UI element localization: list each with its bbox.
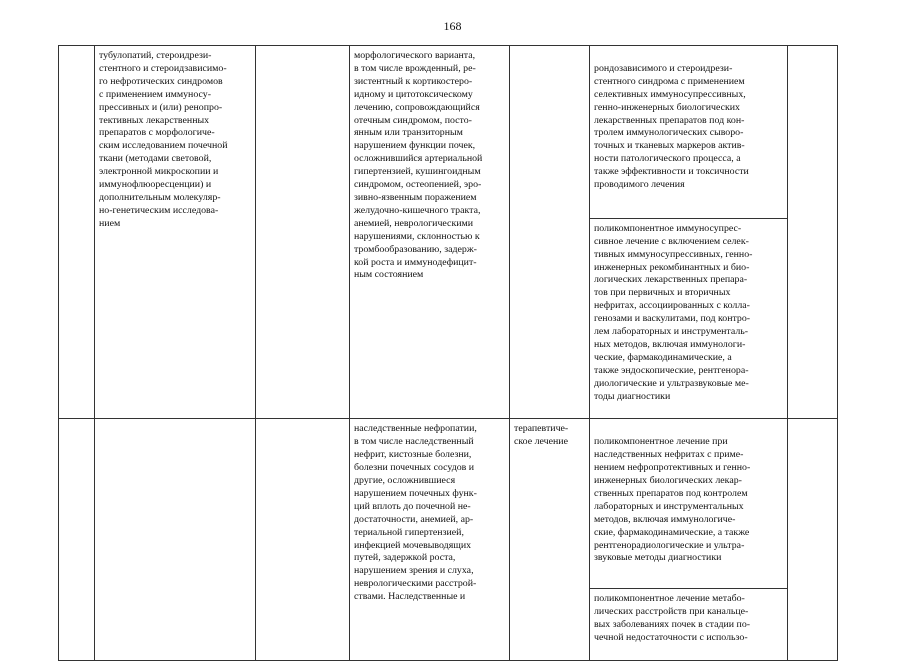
page-number: 168 [443, 19, 462, 33]
cell-number [59, 419, 95, 660]
cell-standard [788, 419, 838, 660]
cell-treatment-type: терапевтиче- ское лечение [510, 419, 590, 660]
table-row [59, 419, 838, 660]
cell-patient-model: наследственные нефропатии, в том числе наследственный нефрит, кистозные болезни, болезни почечных сосудов и другие, осложнившиеся нарушением почечных функ- ций вплоть до почечной не- достаточности, анемией, ар- териальной гипертензией, инфекцией мочевыводящих путей, задержкой роста, нарушением зрения и слуха, неврологическими расстрой- ствами. Наследственные и [350, 419, 510, 660]
method-entry: рондозависимого и стероидрези- стентного синдрома с применением селективных иммуносупрессивных, генно-инженерных биологических лекарственных препаратов под кон- тролем иммунологических сыворо- точных и тканевых маркеров актив- ности патологического процесса, а также эффективности и токсичности проводимого лечения [594, 62, 749, 191]
method-entry: поликомпонентное иммуносупрес- сивное лечение с включением селек- тивных иммуносупрессивных, генно- инженерных рекомбинантных и био- логических лекарственных препара- тов при первичных и вторичных нефритах, ассоциированных с колла- генозами и васкулитами, под контро- лем лабораторных и инструменталь- ных методов, включая иммунологи- ческие, фармакодинамические, а также эндоскопические, рентгенора- диологические и ультразвуковые ме- тоды диагностики [590, 218, 787, 406]
table-row [59, 46, 838, 419]
cell-patient-model: морфологического варианта, в том числе врожденный, ре- зистентный к кортикостеро- идному и цитотоксическому лечению, сопровождающийся отечным синдромом, посто- янным или транзиторным нарушением функции почек, осложнившийся артериальной гипертензией, кушингоидным синдромом, остеопенией, эро- зивно-язвенным поражением желудочно-кишечного тракта, анемией, неврологическими нарушениями, склонностью к тромбообразованию, задерж- кой роста и иммунодефицит- ным состоянием [350, 46, 510, 419]
cell-number [59, 46, 95, 419]
cell-treatment-method [590, 46, 788, 419]
method-entry: поликомпонентное лечение метабо- лических расстройств при канальце- вых заболеваниях почек в стадии по- чечной недостаточности с использо- [590, 588, 787, 647]
cell-treatment-name [95, 419, 256, 660]
cell-standard [788, 46, 838, 419]
cell-code [256, 46, 350, 419]
cell-treatment-method [590, 419, 788, 660]
cell-treatment-type [510, 46, 590, 419]
method-entry: поликомпонентное лечение при наследственных нефритах с приме- нением нефропротективных и генно- инженерных биологических лекар- ственных препаратов под контролем лабораторных и инструментальных методов, включая иммунологиче- ские, фармакодинамические, а также рентгенорадиологические и ультра- звуковые методы диагностики [594, 436, 751, 564]
medical-care-table [58, 45, 838, 661]
cell-treatment-name: тубулопатий, стероидрези- стентного и стероидзависимо- го нефротических синдромов с применением иммуносу- прессивных и (или) ренопро- тективных лекарственных препаратов с морфологиче- ским исследованием почечной ткани (методами световой, электронной микроскопии и иммунофлюоресценции) и дополнительным молекуляр- но-генетическим исследова- нием [95, 46, 256, 419]
cell-code [256, 419, 350, 660]
